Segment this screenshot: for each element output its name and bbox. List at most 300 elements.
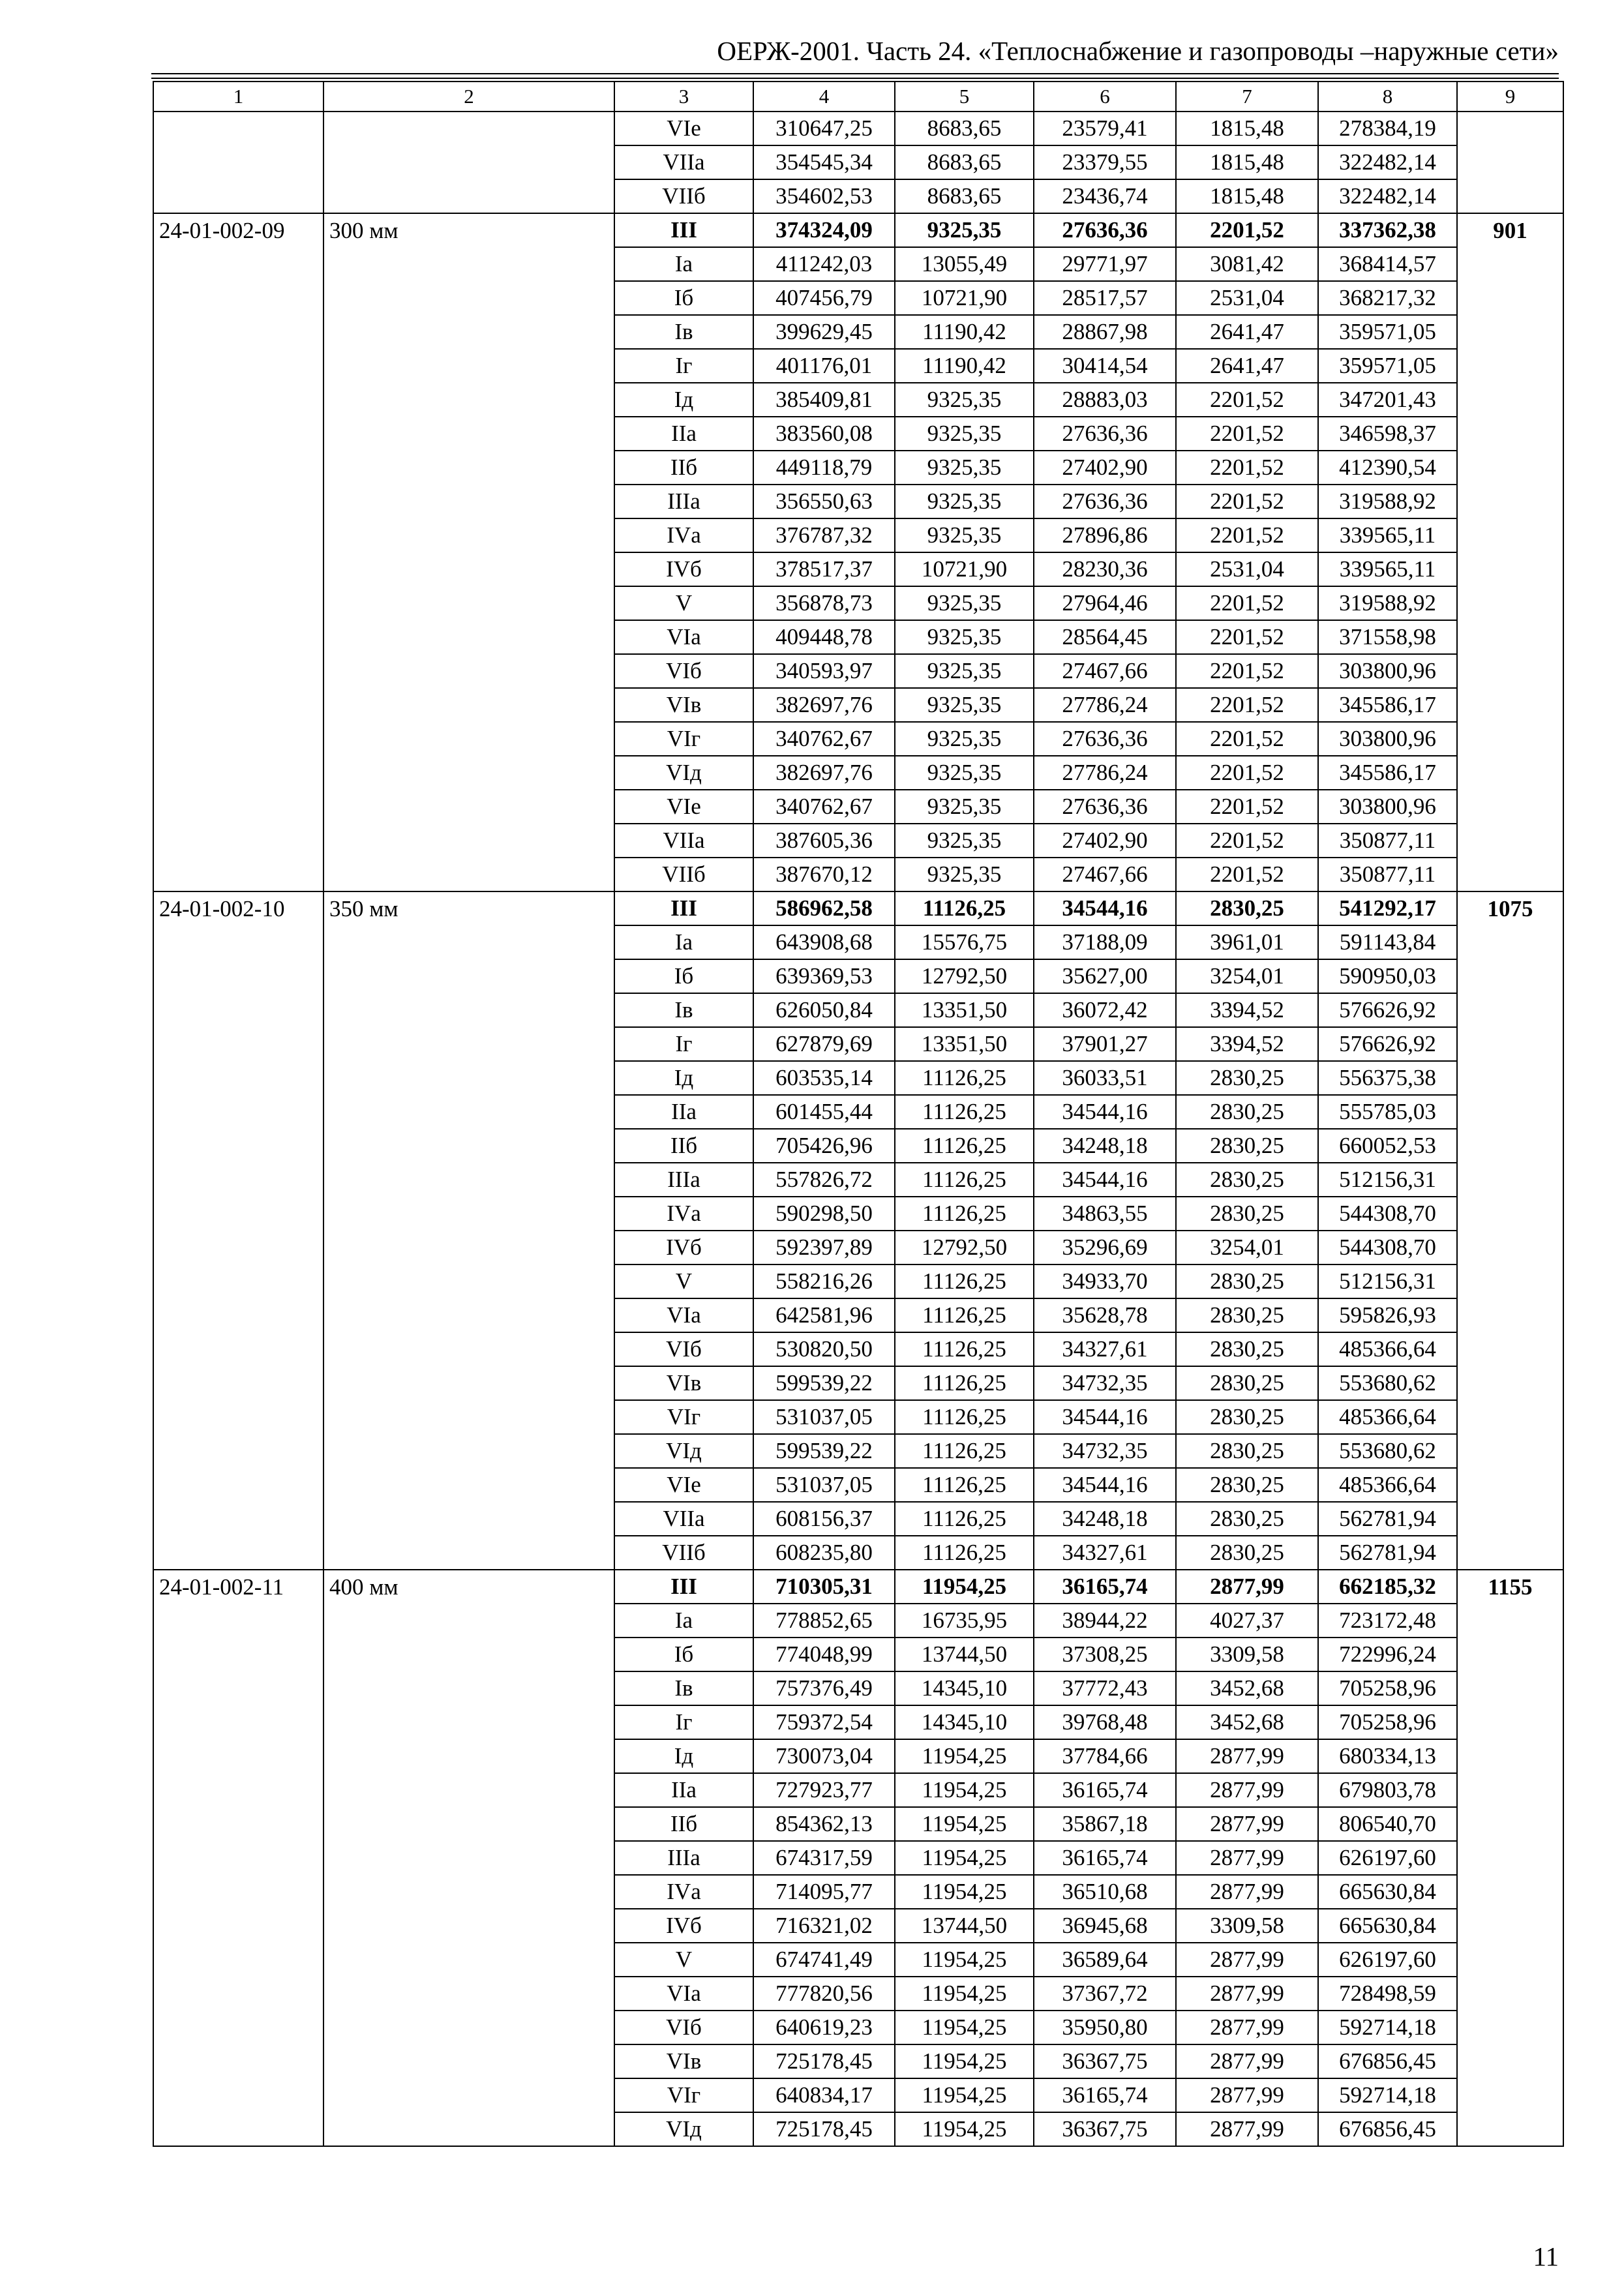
column-number: 8 bbox=[1318, 82, 1457, 112]
value-cell: 9325,35 bbox=[895, 620, 1034, 654]
value-cell: 36165,74 bbox=[1034, 1570, 1176, 1604]
value-cell: 9325,35 bbox=[895, 722, 1034, 756]
value-cell: 723172,48 bbox=[1318, 1604, 1457, 1638]
value-cell: 2201,52 bbox=[1176, 688, 1318, 722]
value-cell: 854362,13 bbox=[753, 1807, 895, 1841]
zone-cell: Iг bbox=[614, 1705, 753, 1739]
value-cell: 558216,26 bbox=[753, 1264, 895, 1298]
value-cell: 590298,50 bbox=[753, 1197, 895, 1231]
zone-cell: V bbox=[614, 586, 753, 620]
value-cell: 11954,25 bbox=[895, 1807, 1034, 1841]
value-cell: 2877,99 bbox=[1176, 1739, 1318, 1773]
value-cell: 15576,75 bbox=[895, 925, 1034, 959]
zone-cell: Iа bbox=[614, 925, 753, 959]
rates-table-body bbox=[153, 82, 1563, 2146]
value-cell: 2830,25 bbox=[1176, 1434, 1318, 1468]
zone-cell: VIе bbox=[614, 1468, 753, 1502]
value-cell: 449118,79 bbox=[753, 451, 895, 485]
value-cell: 2201,52 bbox=[1176, 620, 1318, 654]
value-cell: 2201,52 bbox=[1176, 417, 1318, 451]
value-cell: 11126,25 bbox=[895, 1536, 1034, 1570]
rate-code-cell: 24-01-002-10 bbox=[153, 891, 323, 1570]
value-cell: 2830,25 bbox=[1176, 1197, 1318, 1231]
zone-cell: VIIа bbox=[614, 824, 753, 858]
value-cell: 531037,05 bbox=[753, 1400, 895, 1434]
rate-code-cell: 24-01-002-09 bbox=[153, 213, 323, 891]
value-cell: 385409,81 bbox=[753, 383, 895, 417]
value-cell: 303800,96 bbox=[1318, 722, 1457, 756]
index-cell: 1155 bbox=[1457, 1570, 1563, 2146]
value-cell: 662185,32 bbox=[1318, 1570, 1457, 1604]
value-cell: 2830,25 bbox=[1176, 1332, 1318, 1366]
zone-cell: IIIа bbox=[614, 485, 753, 518]
zone-cell: V bbox=[614, 1943, 753, 1977]
value-cell: 2830,25 bbox=[1176, 1129, 1318, 1163]
value-cell: 11954,25 bbox=[895, 2044, 1034, 2078]
value-cell: 34544,16 bbox=[1034, 1400, 1176, 1434]
value-cell: 2877,99 bbox=[1176, 1807, 1318, 1841]
value-cell: 350877,11 bbox=[1318, 824, 1457, 858]
value-cell: 544308,70 bbox=[1318, 1231, 1457, 1264]
value-cell: 34732,35 bbox=[1034, 1366, 1176, 1400]
value-cell: 14345,10 bbox=[895, 1671, 1034, 1705]
value-cell: 9325,35 bbox=[895, 688, 1034, 722]
value-cell: 376787,32 bbox=[753, 518, 895, 552]
value-cell: 531037,05 bbox=[753, 1468, 895, 1502]
value-cell: 339565,11 bbox=[1318, 518, 1457, 552]
value-cell: 530820,50 bbox=[753, 1332, 895, 1366]
value-cell: 599539,22 bbox=[753, 1434, 895, 1468]
zone-cell: VIа bbox=[614, 1298, 753, 1332]
value-cell: 37188,09 bbox=[1034, 925, 1176, 959]
value-cell: 11126,25 bbox=[895, 1332, 1034, 1366]
index-cell: 901 bbox=[1457, 213, 1563, 891]
value-cell: 2201,52 bbox=[1176, 586, 1318, 620]
value-cell: 11126,25 bbox=[895, 1434, 1034, 1468]
value-cell: 705426,96 bbox=[753, 1129, 895, 1163]
value-cell: 35867,18 bbox=[1034, 1807, 1176, 1841]
value-cell: 34544,16 bbox=[1034, 891, 1176, 925]
value-cell: 337362,38 bbox=[1318, 213, 1457, 247]
value-cell: 643908,68 bbox=[753, 925, 895, 959]
value-cell: 345586,17 bbox=[1318, 756, 1457, 790]
value-cell: 725178,45 bbox=[753, 2044, 895, 2078]
zone-cell: IIа bbox=[614, 1773, 753, 1807]
value-cell: 35628,78 bbox=[1034, 1298, 1176, 1332]
value-cell: 278384,19 bbox=[1318, 112, 1457, 145]
value-cell: 378517,37 bbox=[753, 552, 895, 586]
value-cell: 36165,74 bbox=[1034, 1841, 1176, 1875]
column-number: 1 bbox=[153, 82, 323, 112]
value-cell: 728498,59 bbox=[1318, 1977, 1457, 2011]
value-cell: 36165,74 bbox=[1034, 1773, 1176, 1807]
value-cell: 586962,58 bbox=[753, 891, 895, 925]
value-cell: 11126,25 bbox=[895, 1061, 1034, 1095]
value-cell: 13744,50 bbox=[895, 1909, 1034, 1943]
value-cell: 2830,25 bbox=[1176, 1536, 1318, 1570]
value-cell: 592714,18 bbox=[1318, 2011, 1457, 2044]
value-cell: 11954,25 bbox=[895, 1943, 1034, 1977]
value-cell: 2877,99 bbox=[1176, 1570, 1318, 1604]
value-cell: 37901,27 bbox=[1034, 1027, 1176, 1061]
value-cell: 2877,99 bbox=[1176, 1875, 1318, 1909]
value-cell: 3394,52 bbox=[1176, 1027, 1318, 1061]
value-cell: 383560,08 bbox=[753, 417, 895, 451]
value-cell: 2877,99 bbox=[1176, 1841, 1318, 1875]
value-cell: 553680,62 bbox=[1318, 1366, 1457, 1400]
value-cell: 36589,64 bbox=[1034, 1943, 1176, 1977]
value-cell: 665630,84 bbox=[1318, 1909, 1457, 1943]
zone-cell: VIв bbox=[614, 2044, 753, 2078]
zone-cell: VIIа bbox=[614, 1502, 753, 1536]
zone-cell: VIг bbox=[614, 2078, 753, 2112]
value-cell: 28517,57 bbox=[1034, 281, 1176, 315]
zone-cell: VIб bbox=[614, 654, 753, 688]
zone-cell: Iв bbox=[614, 993, 753, 1027]
value-cell: 8683,65 bbox=[895, 145, 1034, 179]
value-cell: 705258,96 bbox=[1318, 1671, 1457, 1705]
value-cell: 23379,55 bbox=[1034, 145, 1176, 179]
column-number: 6 bbox=[1034, 82, 1176, 112]
zone-cell: Iб bbox=[614, 1638, 753, 1671]
pipe-diameter-cell: 300 мм bbox=[323, 213, 614, 891]
value-cell: 626197,60 bbox=[1318, 1943, 1457, 1977]
value-cell: 34248,18 bbox=[1034, 1502, 1176, 1536]
value-cell: 359571,05 bbox=[1318, 315, 1457, 349]
value-cell: 9325,35 bbox=[895, 654, 1034, 688]
value-cell: 11190,42 bbox=[895, 349, 1034, 383]
value-cell: 34248,18 bbox=[1034, 1129, 1176, 1163]
value-cell: 2201,52 bbox=[1176, 722, 1318, 756]
value-cell: 562781,94 bbox=[1318, 1502, 1457, 1536]
value-cell: 2201,52 bbox=[1176, 518, 1318, 552]
value-cell: 2830,25 bbox=[1176, 1095, 1318, 1129]
value-cell: 368217,32 bbox=[1318, 281, 1457, 315]
value-cell: 36165,74 bbox=[1034, 2078, 1176, 2112]
value-cell: 11126,25 bbox=[895, 1400, 1034, 1434]
value-cell: 13351,50 bbox=[895, 993, 1034, 1027]
value-cell: 39768,48 bbox=[1034, 1705, 1176, 1739]
zone-cell: Iд bbox=[614, 1739, 753, 1773]
value-cell: 340762,67 bbox=[753, 722, 895, 756]
value-cell: 9325,35 bbox=[895, 383, 1034, 417]
value-cell: 387605,36 bbox=[753, 824, 895, 858]
value-cell: 11126,25 bbox=[895, 1502, 1034, 1536]
value-cell: 339565,11 bbox=[1318, 552, 1457, 586]
zone-cell: IIб bbox=[614, 1807, 753, 1841]
value-cell: 485366,64 bbox=[1318, 1400, 1457, 1434]
value-cell: 1815,48 bbox=[1176, 179, 1318, 213]
value-cell: 38944,22 bbox=[1034, 1604, 1176, 1638]
zone-cell: VIб bbox=[614, 1332, 753, 1366]
value-cell: 639369,53 bbox=[753, 959, 895, 993]
value-cell: 676856,45 bbox=[1318, 2044, 1457, 2078]
value-cell: 2830,25 bbox=[1176, 1298, 1318, 1332]
value-cell: 11954,25 bbox=[895, 2011, 1034, 2044]
index-cell: 1075 bbox=[1457, 891, 1563, 1570]
value-cell: 34863,55 bbox=[1034, 1197, 1176, 1231]
value-cell: 592397,89 bbox=[753, 1231, 895, 1264]
zone-cell: VIд bbox=[614, 1434, 753, 1468]
value-cell: 2201,52 bbox=[1176, 213, 1318, 247]
value-cell: 23436,74 bbox=[1034, 179, 1176, 213]
zone-cell: VIг bbox=[614, 722, 753, 756]
zone-cell: Iа bbox=[614, 1604, 753, 1638]
value-cell: 36033,51 bbox=[1034, 1061, 1176, 1095]
value-cell: 354545,34 bbox=[753, 145, 895, 179]
value-cell: 27467,66 bbox=[1034, 654, 1176, 688]
zone-cell: IIб bbox=[614, 451, 753, 485]
value-cell: 27636,36 bbox=[1034, 213, 1176, 247]
value-cell: 11954,25 bbox=[895, 1739, 1034, 1773]
value-cell: 705258,96 bbox=[1318, 1705, 1457, 1739]
value-cell: 16735,95 bbox=[895, 1604, 1034, 1638]
value-cell: 3452,68 bbox=[1176, 1671, 1318, 1705]
value-cell: 3254,01 bbox=[1176, 959, 1318, 993]
zone-cell: VIд bbox=[614, 756, 753, 790]
value-cell: 2877,99 bbox=[1176, 1773, 1318, 1807]
value-cell: 12792,50 bbox=[895, 1231, 1034, 1264]
value-cell: 13744,50 bbox=[895, 1638, 1034, 1671]
zone-cell: VIа bbox=[614, 620, 753, 654]
value-cell: 11954,25 bbox=[895, 1841, 1034, 1875]
value-cell: 387670,12 bbox=[753, 858, 895, 891]
value-cell: 485366,64 bbox=[1318, 1468, 1457, 1502]
zone-cell: VIб bbox=[614, 2011, 753, 2044]
value-cell: 626197,60 bbox=[1318, 1841, 1457, 1875]
value-cell: 36367,75 bbox=[1034, 2044, 1176, 2078]
value-cell: 35296,69 bbox=[1034, 1231, 1176, 1264]
value-cell: 730073,04 bbox=[753, 1739, 895, 1773]
value-cell: 401176,01 bbox=[753, 349, 895, 383]
value-cell: 319588,92 bbox=[1318, 485, 1457, 518]
value-cell: 11126,25 bbox=[895, 1264, 1034, 1298]
value-cell: 28883,03 bbox=[1034, 383, 1176, 417]
value-cell: 11954,25 bbox=[895, 1977, 1034, 2011]
value-cell: 595826,93 bbox=[1318, 1298, 1457, 1332]
index-cell bbox=[1457, 112, 1563, 213]
zone-cell: IIб bbox=[614, 1129, 753, 1163]
value-cell: 9325,35 bbox=[895, 586, 1034, 620]
value-cell: 11126,25 bbox=[895, 1197, 1034, 1231]
value-cell: 347201,43 bbox=[1318, 383, 1457, 417]
document-header-title: ОЕРЖ-2001. Часть 24. «Теплоснабжение и газопроводы –наружные сети» bbox=[717, 36, 1559, 66]
value-cell: 556375,38 bbox=[1318, 1061, 1457, 1095]
page-number: 11 bbox=[1533, 2241, 1559, 2271]
value-cell: 599539,22 bbox=[753, 1366, 895, 1400]
zone-cell: V bbox=[614, 1264, 753, 1298]
zone-cell: VIа bbox=[614, 1977, 753, 2011]
value-cell: 28867,98 bbox=[1034, 315, 1176, 349]
value-cell: 340593,97 bbox=[753, 654, 895, 688]
zone-cell: IVб bbox=[614, 1909, 753, 1943]
zone-cell: VIIб bbox=[614, 858, 753, 891]
zone-cell: IVб bbox=[614, 552, 753, 586]
value-cell: 28564,45 bbox=[1034, 620, 1176, 654]
value-cell: 303800,96 bbox=[1318, 790, 1457, 824]
value-cell: 557826,72 bbox=[753, 1163, 895, 1197]
value-cell: 777820,56 bbox=[753, 1977, 895, 2011]
value-cell: 27636,36 bbox=[1034, 485, 1176, 518]
value-cell: 11126,25 bbox=[895, 891, 1034, 925]
value-cell: 2201,52 bbox=[1176, 485, 1318, 518]
rate-code-cell bbox=[153, 112, 323, 213]
column-number: 2 bbox=[323, 82, 614, 112]
value-cell: 757376,49 bbox=[753, 1671, 895, 1705]
value-cell: 2201,52 bbox=[1176, 654, 1318, 688]
zone-cell: VIIб bbox=[614, 179, 753, 213]
value-cell: 590950,03 bbox=[1318, 959, 1457, 993]
value-cell: 2201,52 bbox=[1176, 790, 1318, 824]
value-cell: 322482,14 bbox=[1318, 179, 1457, 213]
value-cell: 27786,24 bbox=[1034, 688, 1176, 722]
value-cell: 359571,05 bbox=[1318, 349, 1457, 383]
zone-cell: Iг bbox=[614, 1027, 753, 1061]
value-cell: 544308,70 bbox=[1318, 1197, 1457, 1231]
value-cell: 10721,90 bbox=[895, 552, 1034, 586]
value-cell: 27636,36 bbox=[1034, 790, 1176, 824]
value-cell: 11126,25 bbox=[895, 1095, 1034, 1129]
value-cell: 303800,96 bbox=[1318, 654, 1457, 688]
value-cell: 340762,67 bbox=[753, 790, 895, 824]
value-cell: 2877,99 bbox=[1176, 2011, 1318, 2044]
zone-cell: VIIб bbox=[614, 1536, 753, 1570]
value-cell: 680334,13 bbox=[1318, 1739, 1457, 1773]
value-cell: 2830,25 bbox=[1176, 1163, 1318, 1197]
value-cell: 2201,52 bbox=[1176, 383, 1318, 417]
value-cell: 3309,58 bbox=[1176, 1638, 1318, 1671]
value-cell: 27896,86 bbox=[1034, 518, 1176, 552]
value-cell: 665630,84 bbox=[1318, 1875, 1457, 1909]
value-cell: 591143,84 bbox=[1318, 925, 1457, 959]
value-cell: 11954,25 bbox=[895, 1773, 1034, 1807]
column-number: 3 bbox=[614, 82, 753, 112]
value-cell: 35950,80 bbox=[1034, 2011, 1176, 2044]
value-cell: 541292,17 bbox=[1318, 891, 1457, 925]
value-cell: 562781,94 bbox=[1318, 1536, 1457, 1570]
value-cell: 27467,66 bbox=[1034, 858, 1176, 891]
zone-cell: Iг bbox=[614, 349, 753, 383]
value-cell: 2830,25 bbox=[1176, 1468, 1318, 1502]
value-cell: 345586,17 bbox=[1318, 688, 1457, 722]
value-cell: 9325,35 bbox=[895, 518, 1034, 552]
zone-cell: Iб bbox=[614, 959, 753, 993]
zone-cell: IIа bbox=[614, 417, 753, 451]
column-number-row bbox=[153, 82, 1563, 112]
value-cell: 4027,37 bbox=[1176, 1604, 1318, 1638]
value-cell: 722996,24 bbox=[1318, 1638, 1457, 1671]
table-row bbox=[153, 1570, 1563, 1604]
pipe-diameter-cell bbox=[323, 112, 614, 213]
value-cell: 28230,36 bbox=[1034, 552, 1176, 586]
value-cell: 553680,62 bbox=[1318, 1434, 1457, 1468]
value-cell: 13351,50 bbox=[895, 1027, 1034, 1061]
value-cell: 14345,10 bbox=[895, 1705, 1034, 1739]
value-cell: 9325,35 bbox=[895, 790, 1034, 824]
value-cell: 674741,49 bbox=[753, 1943, 895, 1977]
value-cell: 371558,98 bbox=[1318, 620, 1457, 654]
value-cell: 576626,92 bbox=[1318, 993, 1457, 1027]
value-cell: 2877,99 bbox=[1176, 1977, 1318, 2011]
value-cell: 34327,61 bbox=[1034, 1536, 1176, 1570]
zone-cell: IVа bbox=[614, 518, 753, 552]
zone-cell: VIIа bbox=[614, 145, 753, 179]
value-cell: 2877,99 bbox=[1176, 2078, 1318, 2112]
value-cell: 3309,58 bbox=[1176, 1909, 1318, 1943]
value-cell: 11954,25 bbox=[895, 1875, 1034, 1909]
value-cell: 512156,31 bbox=[1318, 1264, 1457, 1298]
value-cell: 759372,54 bbox=[753, 1705, 895, 1739]
value-cell: 555785,03 bbox=[1318, 1095, 1457, 1129]
value-cell: 640619,23 bbox=[753, 2011, 895, 2044]
value-cell: 603535,14 bbox=[753, 1061, 895, 1095]
value-cell: 608156,37 bbox=[753, 1502, 895, 1536]
value-cell: 2201,52 bbox=[1176, 451, 1318, 485]
zone-cell: VIг bbox=[614, 1400, 753, 1434]
value-cell: 660052,53 bbox=[1318, 1129, 1457, 1163]
value-cell: 407456,79 bbox=[753, 281, 895, 315]
value-cell: 806540,70 bbox=[1318, 1807, 1457, 1841]
header-rule-bottom bbox=[151, 78, 1559, 79]
zone-cell: VIе bbox=[614, 112, 753, 145]
value-cell: 346598,37 bbox=[1318, 417, 1457, 451]
value-cell: 319588,92 bbox=[1318, 586, 1457, 620]
zone-cell: VIд bbox=[614, 2112, 753, 2146]
value-cell: 34544,16 bbox=[1034, 1095, 1176, 1129]
value-cell: 27636,36 bbox=[1034, 722, 1176, 756]
value-cell: 36072,42 bbox=[1034, 993, 1176, 1027]
table-row bbox=[153, 213, 1563, 247]
value-cell: 29771,97 bbox=[1034, 247, 1176, 281]
value-cell: 27402,90 bbox=[1034, 824, 1176, 858]
value-cell: 710305,31 bbox=[753, 1570, 895, 1604]
value-cell: 37784,66 bbox=[1034, 1739, 1176, 1773]
value-cell: 3081,42 bbox=[1176, 247, 1318, 281]
value-cell: 9325,35 bbox=[895, 485, 1034, 518]
value-cell: 399629,45 bbox=[753, 315, 895, 349]
value-cell: 368414,57 bbox=[1318, 247, 1457, 281]
zone-cell: IVб bbox=[614, 1231, 753, 1264]
value-cell: 2830,25 bbox=[1176, 1366, 1318, 1400]
value-cell: 34732,35 bbox=[1034, 1434, 1176, 1468]
value-cell: 608235,80 bbox=[753, 1536, 895, 1570]
zone-cell: VIв bbox=[614, 688, 753, 722]
value-cell: 3452,68 bbox=[1176, 1705, 1318, 1739]
value-cell: 34544,16 bbox=[1034, 1163, 1176, 1197]
zone-cell: Iд bbox=[614, 1061, 753, 1095]
value-cell: 11954,25 bbox=[895, 2112, 1034, 2146]
value-cell: 2531,04 bbox=[1176, 552, 1318, 586]
value-cell: 9325,35 bbox=[895, 213, 1034, 247]
rates-table bbox=[153, 81, 1564, 2147]
pipe-diameter-cell: 400 мм bbox=[323, 1570, 614, 2146]
table-row bbox=[153, 112, 1563, 145]
value-cell: 3394,52 bbox=[1176, 993, 1318, 1027]
value-cell: 8683,65 bbox=[895, 112, 1034, 145]
value-cell: 10721,90 bbox=[895, 281, 1034, 315]
value-cell: 3254,01 bbox=[1176, 1231, 1318, 1264]
value-cell: 2830,25 bbox=[1176, 891, 1318, 925]
value-cell: 627879,69 bbox=[753, 1027, 895, 1061]
value-cell: 9325,35 bbox=[895, 451, 1034, 485]
zone-cell: Iв bbox=[614, 1671, 753, 1705]
value-cell: 27636,36 bbox=[1034, 417, 1176, 451]
value-cell: 11126,25 bbox=[895, 1366, 1034, 1400]
value-cell: 382697,76 bbox=[753, 688, 895, 722]
value-cell: 27964,46 bbox=[1034, 586, 1176, 620]
value-cell: 356550,63 bbox=[753, 485, 895, 518]
value-cell: 2201,52 bbox=[1176, 858, 1318, 891]
